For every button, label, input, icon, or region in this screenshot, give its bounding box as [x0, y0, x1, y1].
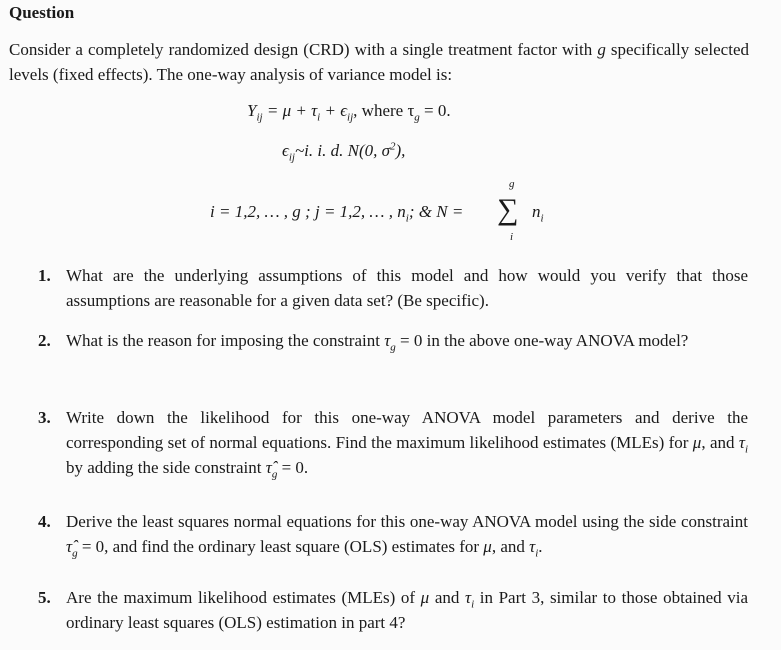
question-text: What are the underlying assumptions of this model and how would you verify that those assumptions are reasonable for a given data set? (Be specific).	[66, 266, 748, 310]
question-text: Derive the least squares normal equations for this one-way ANOVA model using the side constraint $\taû_g = 0$, and find the ordinary least square (OLS) estimates for μ, and $\tau_i$.	[66, 512, 748, 560]
index-ranges: i = 1,2, … , g ; j = 1,2, … , $n_i$; & N =	[210, 202, 464, 225]
intro-text-1: Consider a completely randomized design (CRD) with a single treatment factor with	[9, 40, 598, 59]
question-number: 4.	[38, 512, 51, 531]
error-distribution: $\epsilon_{ij}\sim i$. i. d. N(0, $\sigma^2$),	[282, 140, 406, 164]
summation-term: $n_i$	[532, 202, 544, 225]
intro-paragraph	[9, 37, 749, 87]
summation-upper-limit: g	[509, 178, 515, 190]
summation-symbol	[495, 178, 535, 248]
sigma-icon: ∑	[497, 193, 519, 226]
intro-text-2: specifically selected levels (fixed effects). The one-way analysis of variance model is:	[9, 40, 749, 84]
page-title: Question	[9, 3, 75, 22]
question-number: 1.	[38, 266, 51, 285]
question-text: What is the reason for imposing the constraint $\tau_g = 0$ in the above one-way ANOVA model?	[66, 331, 689, 354]
question-number: 3.	[38, 408, 51, 427]
summation-lower-limit: i	[510, 231, 514, 243]
question-text: Write down the likelihood for this one-way ANOVA model parameters and derive the corresponding set of normal equations. Find the maximum likelihood estimates (MLEs) for μ, and $\tau_i$ by adding the side constraint $\taû_g = 0$.	[66, 408, 748, 481]
intro-var-g: g	[597, 40, 606, 59]
model-equation: $Y_{ij} = \mu + \tau_i + \epsilon_{ij}$, where $\tau_g = 0$.	[247, 101, 451, 124]
question-number: 2.	[38, 331, 51, 350]
question-number: 5.	[38, 588, 51, 607]
question-text: Are the maximum likelihood estimates (MLEs) of μ and $\tau_i$ in Part 3, similar to those obtained via ordinary least squares (OLS) estimation in part 4?	[66, 588, 749, 632]
